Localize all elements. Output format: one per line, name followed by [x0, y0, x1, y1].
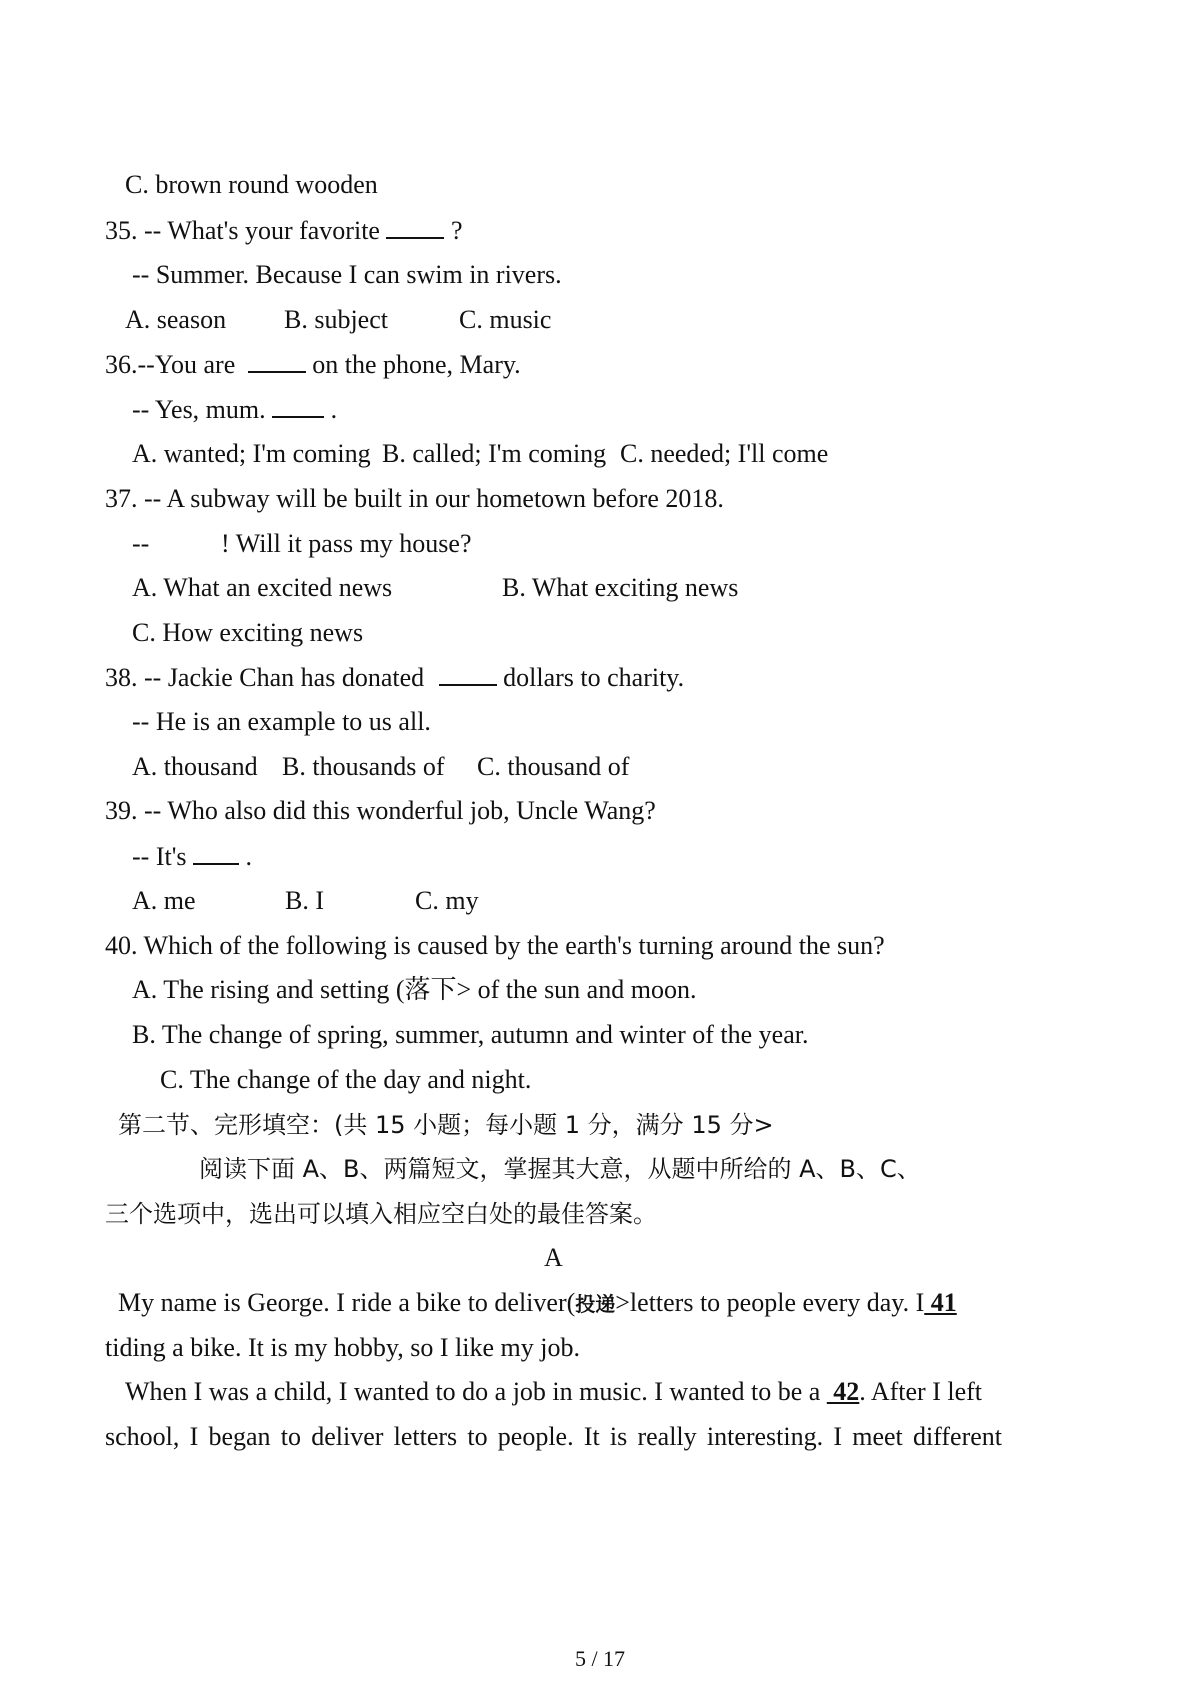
q35-option-c: C. music — [459, 305, 552, 334]
q38-answer: -- He is an example to us all. — [132, 707, 431, 736]
q36-answer: -- Yes, mum. . — [132, 392, 337, 427]
q39-stem: 39. -- Who also did this wonderful job, Uncle Wang? — [105, 796, 656, 825]
q36-option-b: B. called; I'm coming — [382, 439, 607, 468]
q35-option-b: B. subject — [284, 305, 388, 334]
q37-answer: ! Will it pass my house? — [221, 529, 472, 558]
q40-option-a: A. The rising and setting (落下> of the sun and moon. — [132, 975, 697, 1004]
q36-option-c: C. needed; I'll come — [620, 439, 829, 468]
q40-stem: 40. Which of the following is caused by the earth's turning around the sun? — [105, 931, 885, 960]
answer-blank — [193, 839, 239, 865]
passage-line: school, I began to deliver letters to people. It is really interesting. I meet different — [105, 1422, 1002, 1451]
passage-title: A — [544, 1243, 563, 1272]
q38-option-c: C. thousand of — [477, 752, 630, 781]
q35-stem: 35. -- What's your favorite ? — [105, 213, 463, 248]
answer-blank — [248, 347, 306, 373]
q37-stem: 37. -- A subway will be built in our hometown before 2018. — [105, 484, 724, 513]
q38-option-b: B. thousands of — [282, 752, 445, 781]
q40-option-c: C. The change of the day and night. — [160, 1065, 532, 1094]
answer-blank — [439, 660, 497, 686]
q39-answer: -- It's . — [132, 839, 252, 874]
q37-option-a: A. What an excited news — [132, 573, 393, 602]
page-number: 5 / 17 — [574, 1646, 626, 1671]
q39-option-a: A. me — [132, 886, 196, 915]
q37-option-c: C. How exciting news — [132, 618, 364, 647]
answer-blank — [272, 392, 324, 418]
q38-stem: 38. -- Jackie Chan has donated dollars to charity. — [105, 660, 684, 695]
passage-line: When I was a child, I wanted to do a job in music. I wanted to be a 42. After I left — [125, 1377, 983, 1406]
cloze-blank-42: 42 — [826, 1377, 860, 1406]
q37-answer-dash: -- — [132, 529, 150, 558]
q38-option-a: A. thousand — [132, 752, 258, 781]
chinese-gloss: 投递 — [575, 1292, 616, 1316]
q35-option-a: A. season — [125, 305, 227, 334]
answer-blank — [386, 213, 444, 239]
passage-line: My name is George. I ride a bike to deliver(投递>letters to people every day. I 41 — [118, 1288, 957, 1317]
q37-option-b: B. What exciting news — [502, 573, 739, 602]
q35-answer: -- Summer. Because I can swim in rivers. — [132, 260, 562, 289]
q40-option-b: B. The change of spring, summer, autumn and winter of the year. — [132, 1020, 809, 1049]
section-instruction-line1: 阅读下面 A、B、两篇短文，掌握其大意，从题中所给的 A、B、C、 — [199, 1155, 921, 1183]
q36-option-a: A. wanted; I'm coming — [132, 439, 371, 468]
cloze-blank-41: 41 — [924, 1288, 957, 1317]
q36-stem: 36.--You are on the phone, Mary. — [105, 347, 521, 382]
q34-option-c: C. brown round wooden — [125, 170, 378, 199]
q39-option-b: B. I — [285, 886, 324, 915]
section-heading: 第二节、完形填空：(共 15 小题；每小题 1 分，满分 15 分> — [118, 1111, 774, 1139]
q39-option-c: C. my — [415, 886, 479, 915]
section-instruction-line2: 三个选项中，选出可以填入相应空白处的最佳答案。 — [105, 1200, 657, 1228]
passage-line: tiding a bike. It is my hobby, so I like my job. — [105, 1333, 580, 1362]
